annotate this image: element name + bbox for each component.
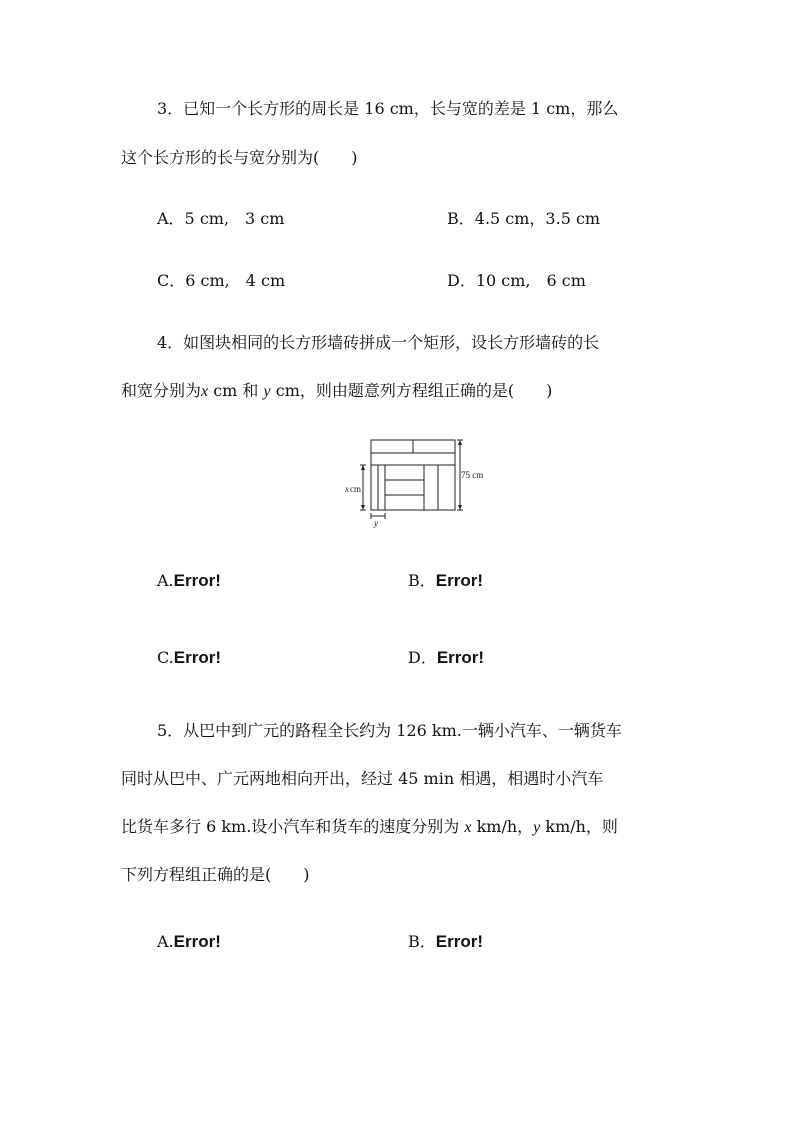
q5-line3	[121, 817, 618, 838]
q5-line2: 同时从巴中、广元两地相向开出，经过 45 min 相遇，相遇时小汽车	[121, 769, 604, 788]
q5-option-a-prefix: A.	[157, 932, 174, 951]
q5-line4: 下列方程组正确的是( )	[121, 865, 310, 884]
q4-option-c	[157, 648, 221, 668]
q4-line2-mid: cm 和	[208, 381, 264, 400]
q4-option-c-error: Error!	[173, 648, 221, 667]
q4-var-x: x	[201, 383, 209, 400]
q5-var-y: y	[533, 819, 541, 836]
q5-option-b	[408, 932, 483, 952]
label-x-var: x	[345, 484, 349, 494]
tile-diagram	[340, 432, 500, 528]
q4-line2	[121, 381, 552, 402]
q5-option-b-error: Error!	[435, 932, 483, 951]
q3-line2: 这个长方形的长与宽分别为( )	[121, 148, 358, 167]
q4-option-b-error: Error!	[435, 571, 483, 590]
q4-line1: 4．如图块相同的长方形墙砖拼成一个矩形，设长方形墙砖的长	[157, 333, 600, 352]
q5-line3-post: km/h，则	[540, 817, 618, 836]
q5-line3-mid: km/h，	[471, 817, 534, 836]
q4-option-d-prefix: D．	[408, 648, 437, 667]
q3-option-a: A．5 cm, 3 cm	[157, 209, 285, 228]
q4-option-d-error: Error!	[436, 648, 485, 667]
label-75cm: 75 cm	[461, 470, 484, 480]
q5-line1: 5．从巴中到广元的路程全长约为 126 km.一辆小汽车、一辆货车	[157, 721, 622, 740]
label-x-cm	[344, 484, 361, 494]
q4-line2-post: cm，则由题意列方程组正确的是( )	[270, 381, 553, 400]
q4-var-y: y	[263, 383, 271, 400]
q5-line3-pre: 比货车多行 6 km.设小汽车和货车的速度分别为	[121, 817, 465, 836]
tile-figure	[340, 432, 500, 532]
q3-line1: 3．已知一个长方形的周长是 16 cm，长与宽的差是 1 cm，那么	[157, 99, 619, 118]
label-y: y	[374, 518, 378, 528]
q4-option-a-error: Error!	[173, 571, 221, 590]
q4-option-b-prefix: B．	[408, 571, 436, 590]
q5-var-x: x	[464, 819, 472, 836]
q4-option-a	[157, 571, 221, 591]
q5-option-a-error: Error!	[173, 932, 221, 951]
q4-option-a-prefix: A.	[157, 571, 174, 590]
q5-option-b-prefix: B．	[408, 932, 436, 951]
q3-option-b: B．4.5 cm，3.5 cm	[447, 209, 601, 228]
q4-option-b	[408, 571, 483, 591]
q4-option-d	[408, 648, 484, 668]
label-x-unit: cm	[350, 484, 361, 494]
q5-option-a	[157, 932, 221, 952]
q3-option-d: D．10 cm, 6 cm	[447, 271, 586, 290]
q3-option-c: C．6 cm, 4 cm	[157, 271, 286, 290]
q4-option-c-prefix: C.	[157, 648, 174, 667]
q4-line2-pre: 和宽分别为	[121, 381, 202, 400]
